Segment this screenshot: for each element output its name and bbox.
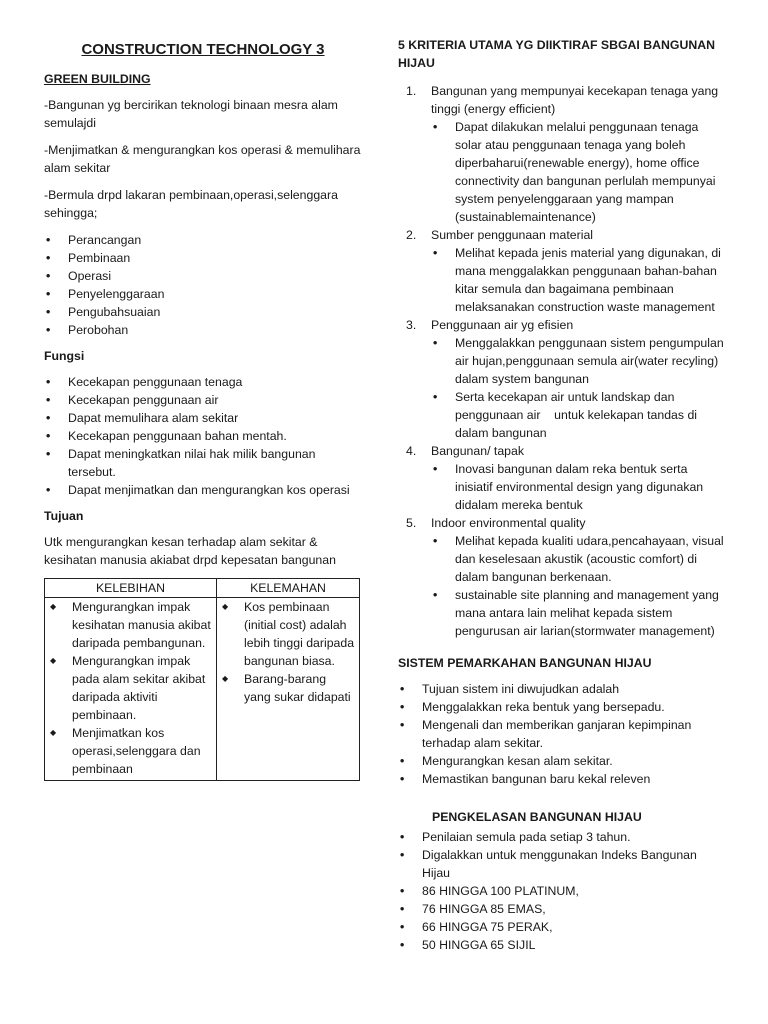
list-item: • 66 HINGGA 75 PERAK,	[398, 918, 728, 936]
pengkelasan-heading: PENGKELASAN BANGUNAN HIJAU	[432, 810, 642, 824]
green-building-para: -Bangunan yg bercirikan teknologi binaan mesra alam semulajdi	[44, 98, 338, 130]
item-number: 2.	[406, 228, 417, 242]
list-item: • Memastikan bangunan baru kekal releven	[398, 770, 728, 788]
list-item: • Inovasi bangunan dalam reka bentuk serta inisiatif environmental design yang digunakan didalam mereka bentuk	[431, 460, 728, 514]
tujuan-text: Utk mengurangkan kesan terhadap alam sekitar & kesihatan manusia akiabat drpd kepesatan bangunan	[44, 535, 336, 567]
list-item: • Melihat kepada jenis material yang digunakan, di mana menggalakkan penggunaan bahan-bahan kitar semula dan bagaimana pembinaan melaksanakan construction waste management	[431, 244, 728, 316]
list-item: ◆ Mengurangkan impak kesihatan manusia akibat daripada pembangunan.	[49, 598, 212, 652]
fungsi-heading: Fungsi	[44, 349, 85, 363]
kelemahan-header: KELEMAHAN	[217, 579, 360, 598]
list-item: • sustainable site planning and management yang mana antara lain melihat kepada sistem pengurusan air larian(stormwater management)	[431, 586, 728, 640]
sistem-heading: SISTEM PEMARKAHAN BANGUNAN HIJAU	[398, 656, 652, 670]
list-item: • Kecekapan penggunaan tenaga	[44, 373, 362, 391]
item-label: Bangunan/ tapak	[431, 444, 524, 458]
kelemahan-cell	[217, 598, 360, 781]
list-item: • Dapat meningkatkan nilai hak milik bangunan tersebut.	[44, 445, 362, 481]
list-item: • Mengenali dan memberikan ganjaran kepimpinan terhadap alam sekitar.	[398, 716, 728, 752]
list-item: • Penilaian semula pada setiap 3 tahun.	[398, 828, 728, 846]
sistem-list	[398, 680, 728, 788]
list-item: • Penyelenggaraan	[44, 285, 362, 303]
item-label: Sumber penggunaan material	[431, 228, 594, 242]
kriteria-item	[398, 226, 728, 316]
kriteria-list	[398, 82, 728, 640]
list-item: • Menggalakkan reka bentuk yang bersepadu.	[398, 698, 728, 716]
kelebihan-cell	[45, 598, 217, 781]
list-item: • Operasi	[44, 267, 362, 285]
right-column	[398, 36, 728, 962]
list-item: • Kecekapan penggunaan air	[44, 391, 362, 409]
item-label: Penggunaan air yg efisien	[431, 318, 574, 332]
left-column	[44, 36, 362, 781]
list-item: • 50 HINGGA 65 SIJIL	[398, 936, 728, 954]
list-item: • Melihat kepada kualiti udara,pencahayaan, visual dan keselesaan akustik (acoustic comfort) di dalam bangunan berkenaan.	[431, 532, 728, 586]
list-item: • Dapat memulihara alam sekitar	[44, 409, 362, 427]
list-item: • Kecekapan penggunaan bahan mentah.	[44, 427, 362, 445]
kriteria-item	[398, 442, 728, 514]
pengkelasan-list	[398, 828, 728, 954]
list-item: • Pengubahsuaian	[44, 303, 362, 321]
list-item: • Digalakkan untuk menggunakan Indeks Bangunan Hijau	[398, 846, 728, 882]
advantages-table	[44, 578, 360, 781]
list-item: • Tujuan sistem ini diwujudkan adalah	[398, 680, 728, 698]
list-item: • Dapat menjimatkan dan mengurangkan kos operasi	[44, 481, 362, 499]
item-number: 4.	[406, 444, 417, 458]
item-number: 5.	[406, 516, 417, 530]
list-item: ◆ Kos pembinaan (initial cost) adalah lebih tinggi daripada bangunan biasa.	[221, 598, 355, 670]
list-item: • Mengurangkan kesan alam sekitar.	[398, 752, 728, 770]
list-item: ◆ Menjimatkan kos operasi,selenggara dan pembinaan	[49, 724, 212, 778]
list-item: ◆ Barang-barang yang sukar didapati	[221, 670, 355, 706]
list-item: • Dapat dilakukan melalui penggunaan tenaga solar atau penggunaan tenaga yang boleh diperbaharui(renewable energy), home office connectivity dan bangunan perlulah mempunyai system penyelenggaraan yang mampan (sustainablemaintenance)	[431, 118, 728, 226]
item-label: Indoor environmental quality	[431, 516, 586, 530]
kriteria-item	[398, 316, 728, 442]
list-item: • Perobohan	[44, 321, 362, 339]
kelebihan-header: KELEBIHAN	[45, 579, 217, 598]
list-item: • Serta kecekapan air untuk landskap dan penggunaan air untuk kelekapan tandas di dalam bangunan	[431, 388, 728, 442]
kriteria-item	[398, 514, 728, 640]
item-number: 1.	[406, 84, 417, 98]
list-item: • Perancangan	[44, 231, 362, 249]
tujuan-heading: Tujuan	[44, 509, 84, 523]
green-building-para: -Menjimatkan & mengurangkan kos operasi & memulihara alam sekitar	[44, 143, 361, 175]
stages-list	[44, 231, 362, 339]
kriteria-item	[398, 82, 728, 226]
item-number: 3.	[406, 318, 417, 332]
kriteria-heading: 5 KRITERIA UTAMA YG DIIKTIRAF SBGAI BANGUNAN HIJAU	[398, 38, 715, 70]
item-label: Bangunan yang mempunyai kecekapan tenaga yang tinggi (energy efficient)	[431, 84, 719, 116]
fungsi-list	[44, 373, 362, 499]
green-building-para: -Bermula drpd lakaran pembinaan,operasi,selenggara sehingga;	[44, 188, 338, 220]
document-title: CONSTRUCTION TECHNOLOGY 3	[81, 41, 325, 58]
green-building-heading: GREEN BUILDING	[44, 72, 151, 86]
list-item: • 76 HINGGA 85 EMAS,	[398, 900, 728, 918]
list-item: • 86 HINGGA 100 PLATINUM,	[398, 882, 728, 900]
list-item: • Pembinaan	[44, 249, 362, 267]
list-item: ◆ Mengurangkan impak pada alam sekitar akibat daripada aktiviti pembinaan.	[49, 652, 212, 724]
list-item: • Menggalakkan penggunaan sistem pengumpulan air hujan,penggunaan semula air(water recyling) dalam system bangunan	[431, 334, 728, 388]
